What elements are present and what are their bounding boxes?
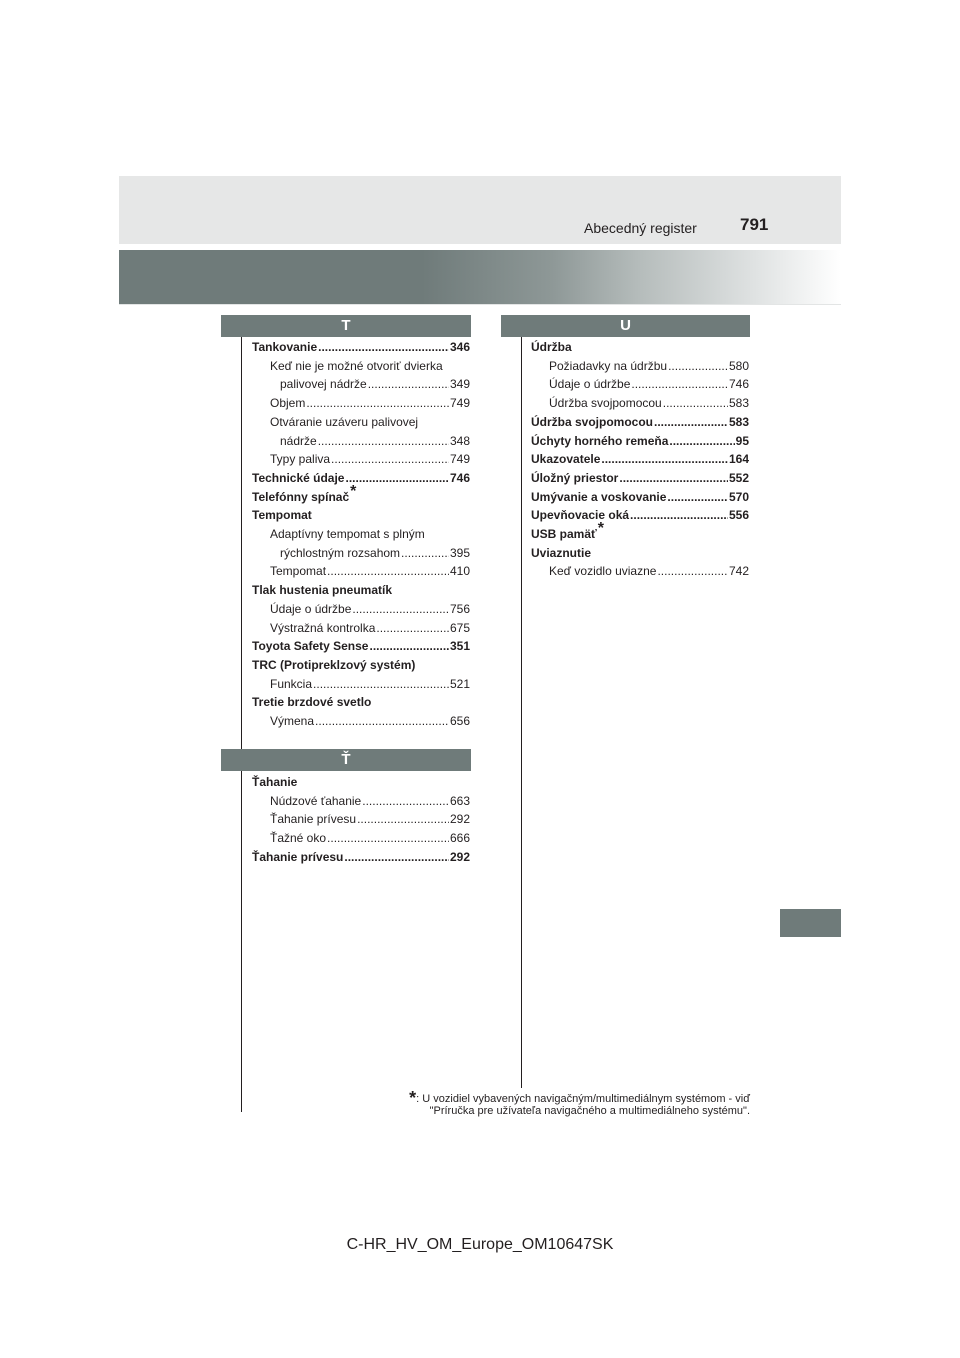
index-entry: USB pamäť* [531, 520, 604, 542]
index-entry[interactable]: Technické údaje ..... 746 [252, 469, 470, 488]
index-entry[interactable]: Tempomat ..... 410 [252, 562, 470, 581]
index-entry: Keď nie je možné otvoriť dvierka [270, 358, 443, 373]
footnote-line-2: "Príručka pre užívateľa navigačného a multimediálneho systému". [429, 1105, 750, 1117]
section-header-t-caron: Ť [221, 749, 471, 771]
index-entry[interactable]: Údaje o údržbe ..... 746 [531, 375, 749, 394]
index-entry: Tlak hustenia pneumatík [252, 583, 393, 598]
index-entry[interactable]: Ťažné oko ..... 666 [252, 829, 470, 848]
section-header-u: U [501, 315, 750, 337]
index-entry: Telefónny spínač* [252, 482, 357, 504]
index-entry[interactable]: Ťahanie prívesu ..... 292 [252, 810, 470, 829]
index-entry: TRC (Protipreklzový systém) [252, 657, 416, 672]
asterisk-mark: * [597, 520, 604, 538]
asterisk-mark: * [350, 482, 357, 500]
column-rule-right [521, 320, 522, 1088]
index-column-t [252, 338, 470, 731]
index-entry[interactable]: Údržba svojpomocou ..... 583 [531, 394, 749, 413]
index-entry[interactable]: Údržba svojpomocou ..... 583 [531, 413, 749, 432]
index-entry[interactable]: Toyota Safety Sense ..... 351 [252, 637, 470, 656]
index-entry[interactable]: palivovej nádrže ..... 349 [252, 375, 470, 394]
index-entry[interactable]: Umývanie a voskovanie ..... 570 [531, 488, 749, 507]
index-entry[interactable]: rýchlostným rozsahom ..... 395 [252, 544, 470, 563]
index-column-t-caron [252, 773, 470, 867]
section-header-t: T [221, 315, 471, 337]
page-title: Abecedný register [584, 220, 697, 236]
index-column-u [531, 338, 749, 581]
index-entry[interactable]: Keď vozidlo uviazne ..... 742 [531, 562, 749, 581]
gradient-banner [119, 250, 841, 304]
index-entry[interactable]: Núdzové ťahanie ..... 663 [252, 792, 470, 811]
index-entry: Tempomat [252, 508, 312, 523]
index-entry: Uviaznutie [531, 545, 592, 560]
index-entry[interactable]: Objem ..... 749 [252, 394, 470, 413]
index-entry[interactable]: Požiadavky na údržbu ..... 580 [531, 357, 749, 376]
footnote-asterisk: * [409, 1088, 417, 1108]
chapter-side-tab [780, 909, 841, 937]
index-entry: Otváranie uzáveru palivovej [270, 414, 419, 429]
index-entry[interactable]: Ťahanie prívesu ..... 292 [252, 848, 470, 867]
document-id: C-HR_HV_OM_Europe_OM10647SK [346, 1236, 614, 1253]
header-band [119, 176, 841, 244]
index-entry[interactable]: Typy paliva ..... 749 [252, 450, 470, 469]
index-entry[interactable]: Úchyty horného remeňa ..... 95 [531, 432, 749, 451]
index-entry: Adaptívny tempomat s plným [270, 527, 425, 542]
index-entry: Údržba [531, 340, 572, 354]
index-entry: Ťahanie [252, 775, 298, 789]
index-entry[interactable]: Údaje o údržbe ..... 756 [252, 600, 470, 619]
index-entry[interactable]: nádrže ..... 348 [252, 432, 470, 451]
footnote [300, 1088, 750, 1117]
footnote-line-1: : U vozidiel vybavených navigačným/multimediálnym systémom - viď [416, 1093, 750, 1105]
column-rule-left [241, 320, 242, 1112]
index-entry[interactable]: Upevňovacie oká ..... 556 [531, 506, 749, 525]
banner-divider [119, 304, 841, 305]
page-number: 791 [740, 215, 769, 234]
index-entry[interactable]: Tankovanie ..... 346 [252, 338, 470, 357]
index-entry: Tretie brzdové svetlo [252, 695, 372, 710]
index-entry[interactable]: Funkcia ..... 521 [252, 675, 470, 694]
index-entry[interactable]: Výmena ..... 656 [252, 712, 470, 731]
index-entry[interactable]: Úložný priestor ..... 552 [531, 469, 749, 488]
index-entry[interactable]: Výstražná kontrolka ..... 675 [252, 619, 470, 638]
index-entry[interactable]: Ukazovatele ..... 164 [531, 450, 749, 469]
